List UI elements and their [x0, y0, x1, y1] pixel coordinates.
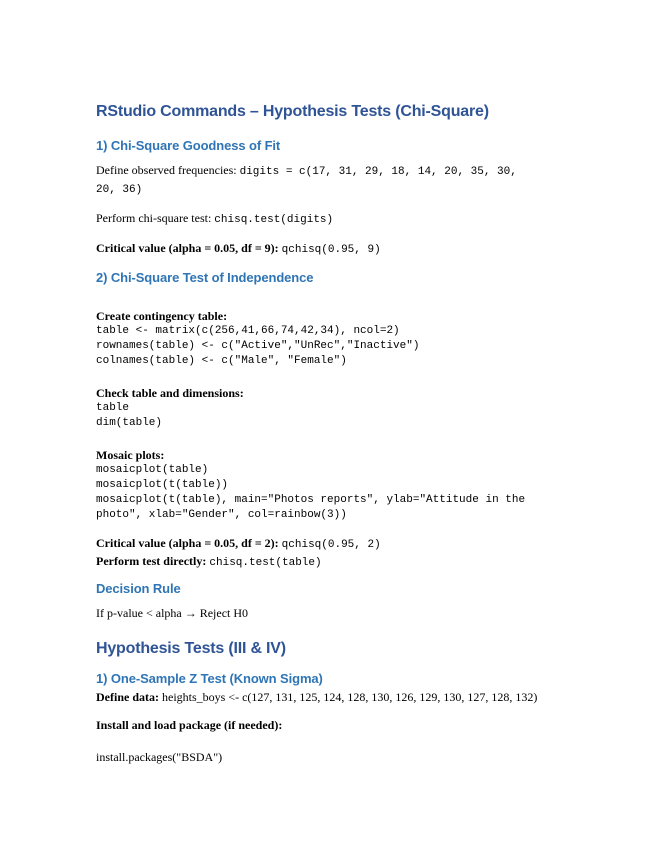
code-line: table — [96, 402, 130, 414]
install-code: install.packages("BSDA") — [96, 750, 223, 764]
hypothesis-tests-heading: Hypothesis Tests (III & IV) — [96, 640, 286, 657]
gof-perform-label: Perform chi-square test: — [96, 211, 215, 225]
z-test-define-label: Define data: — [96, 690, 162, 704]
gof-critical-code: qchisq(0.95, 9) — [281, 244, 381, 256]
document-title: RStudio Commands – Hypothesis Tests (Chi-Square) — [96, 103, 489, 120]
create-contingency-label: Create contingency table: — [96, 309, 228, 323]
gof-critical-label: Critical value (alpha = 0.05, df = 9): — [96, 241, 282, 255]
gof-critical-paragraph — [96, 240, 566, 258]
independence-critical-code: qchisq(0.95, 2) — [281, 539, 381, 551]
independence-perform-label: Perform test directly: — [96, 554, 210, 568]
check-table-code — [96, 401, 566, 431]
decision-rule-heading: Decision Rule — [96, 581, 181, 596]
gof-perform-code: chisq.test(digits) — [214, 214, 334, 226]
independence-perform-paragraph — [96, 553, 566, 571]
mosaic-code — [96, 463, 566, 523]
mosaic-label: Mosaic plots: — [96, 448, 165, 462]
z-test-heading: 1) One-Sample Z Test (Known Sigma) — [96, 671, 323, 686]
code-line: photo", xlab="Gender", col=rainbow(3)) — [96, 509, 347, 521]
section-heading-gof: 1) Chi-Square Goodness of Fit — [96, 138, 281, 153]
install-label: Install and load package (if needed): — [96, 718, 283, 732]
gof-define-paragraph — [96, 162, 566, 198]
code-line: mosaicplot(t(table)) — [96, 479, 229, 491]
section-heading-independence: 2) Chi-Square Test of Independence — [96, 270, 314, 285]
decision-rule-text: If p-value < alpha → Reject H0 — [96, 606, 249, 620]
code-line: mosaicplot(t(table), main="Photos reports", ylab="Attitude in the — [96, 494, 526, 506]
code-line: colnames(table) <- c("Male", "Female") — [96, 355, 347, 367]
z-test-define-paragraph — [96, 689, 566, 705]
code-line: rownames(table) <- c("Active","UnRec","Inactive") — [96, 340, 420, 352]
check-table-label: Check table and dimensions: — [96, 386, 244, 400]
gof-define-label: Define observed frequencies: — [96, 163, 240, 177]
document-content — [96, 102, 566, 765]
gof-define-code-line-1: digits = c(17, 31, 29, 18, 14, 20, 35, 30, — [239, 166, 517, 178]
gof-define-code-line-2: 20, 36) — [96, 184, 143, 196]
code-line: table <- matrix(c(256,41,66,74,42,34), ncol=2) — [96, 325, 400, 337]
z-test-define-text: heights_boys <- c(127, 131, 125, 124, 128, 130, 126, 129, 130, 127, 128, 132) — [162, 690, 538, 704]
code-line: mosaicplot(table) — [96, 464, 209, 476]
code-line: dim(table) — [96, 417, 163, 429]
gof-perform-paragraph — [96, 210, 566, 228]
independence-critical-label: Critical value (alpha = 0.05, df = 2): — [96, 536, 282, 550]
independence-critical-paragraph — [96, 535, 566, 553]
create-contingency-code — [96, 324, 566, 369]
independence-perform-code: chisq.test(table) — [209, 557, 322, 569]
